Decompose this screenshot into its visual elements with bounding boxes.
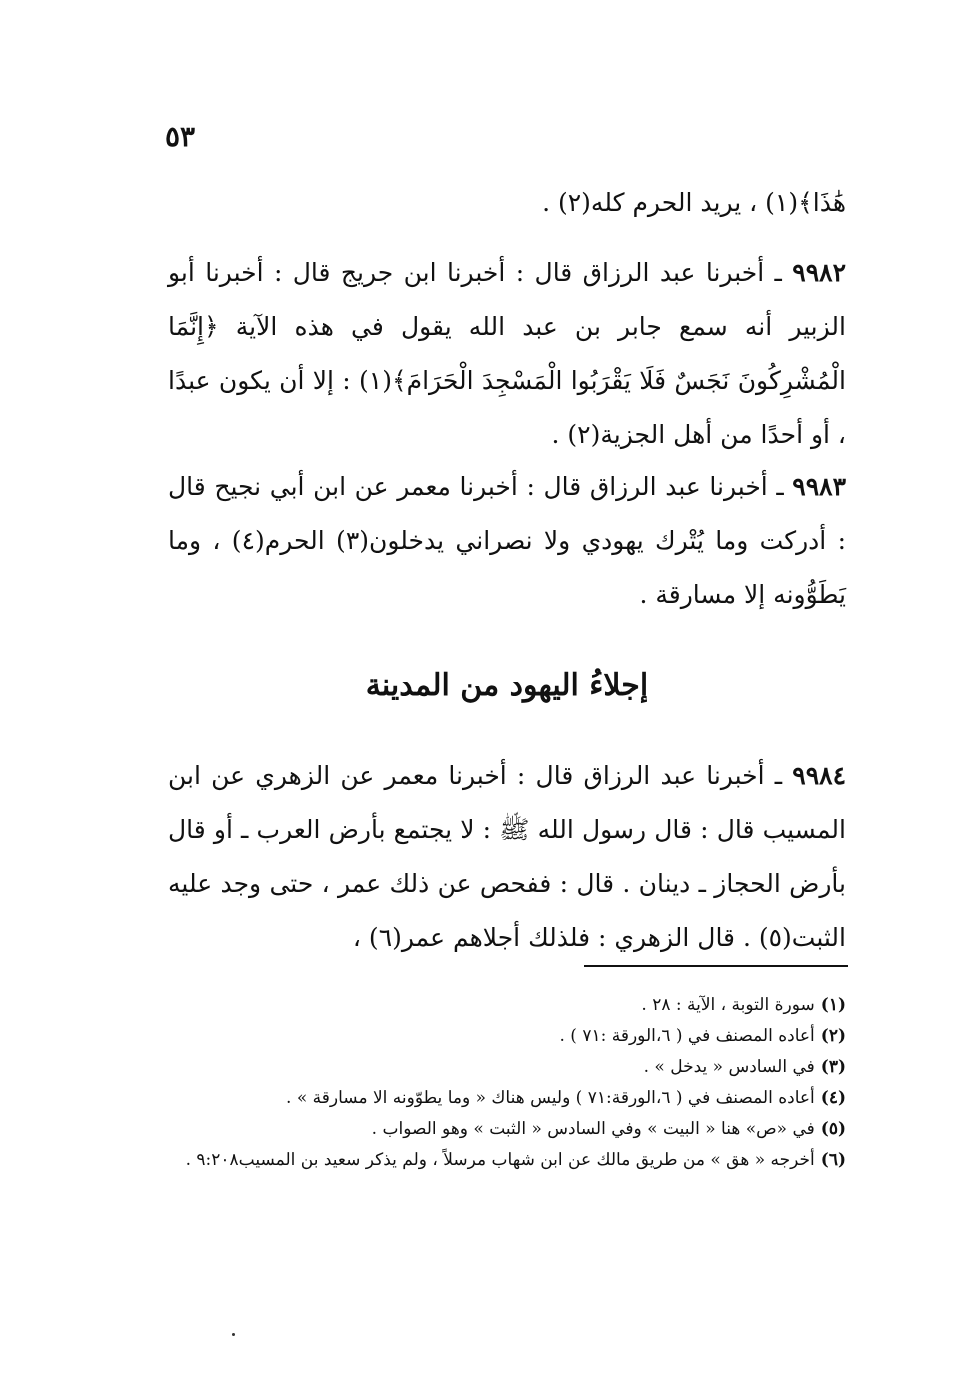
footnote-number: (٢) [820,1026,846,1046]
section-heading: إجلاءُ اليهود من المدينة [365,668,649,703]
hadith-number: ٩٩٨٢ [792,258,846,287]
hadith-9982 [168,246,846,462]
footnote-number: (٦) [820,1150,846,1170]
hadith-number: ٩٩٨٤ [792,761,846,790]
footnote [168,1021,846,1052]
footnote [168,1083,846,1114]
footnote-number: (٣) [820,1057,846,1077]
footnote-text: أعاده المصنف في ( ٦،الورقة:٧١ ) وليس هناك « وما يطوّونه الا مسارقة » . [286,1088,815,1108]
page-number: ٥٣ [165,120,196,153]
footnote-text: أعاده المصنف في ( ٦،الورقة :٧١ ) . [559,1026,815,1046]
footnote-number: (٤) [820,1088,846,1108]
footnote-text: في «ص» هنا « البيت » وفي السادس « الثبت » وهو الصواب . [371,1119,815,1139]
footnote [168,1145,846,1176]
hadith-9983 [168,460,846,622]
hadith-text: ـ أخبرنا عبد الرزاق قال : أخبرنا معمر عن الزهري عن ابن المسيب قال : قال رسول الله ﷺ : لا يجتمع بأرض العرب ـ أو قال بأرض الحجاز ـ دينان . قال : ففحص عن ذلك عمر ، حتى وجد عليه الثبت(٥) . قال الزهري : فلذلك أجلاهم عمر(٦) ، [168,761,846,952]
footnote-text: سورة التوبة ، الآية : ٢٨ . [641,995,815,1015]
footnote-number: (٥) [820,1119,846,1139]
hadith-9984 [168,749,846,965]
footnote-text: أخرجه « هق » من طريق مالك عن ابن شهاب مرسلاً ، ولم يذكر سعيد بن المسيب٩:٢٠٨ . [185,1150,815,1170]
footnote [168,990,846,1021]
hadith-text: ـ أخبرنا عبد الرزاق قال : أخبرنا ابن جريج قال : أخبرنا أبو الزبير أنه سمع جابر بن عبد الله يقول في هذه الآية ﴿إِنَّمَا الْمُشْرِكُونَ نَجَسٌ فَلَا يَقْرَبُوا الْمَسْجِدَ الْحَرَامَ﴾(١) : إلا أن يكون عبدًا ، أو أحدًا من أهل الجزية(٢) . [168,258,846,449]
hadith-number: ٩٩٨٣ [792,472,846,501]
footnote [168,1114,846,1145]
footnote-divider [584,965,848,967]
hadith-text: ـ أخبرنا عبد الرزاق قال : أخبرنا معمر عن ابن أبي نجيح قال : أدركت وما يُتْرك يهودي ولا نصراني يدخلون(٣) الحرم(٤) ، وما يَطَوُّونه إلا مسارقة . [168,472,846,609]
footnote-number: (١) [820,995,846,1015]
footnotes [168,990,846,1176]
intro-line: هَٰذَا﴾(١) ، يريد الحرم كله(٢) . [542,188,846,217]
scan-speck [232,1333,235,1336]
footnote [168,1052,846,1083]
footnote-text: في السادس « يدخل » . [643,1057,815,1077]
